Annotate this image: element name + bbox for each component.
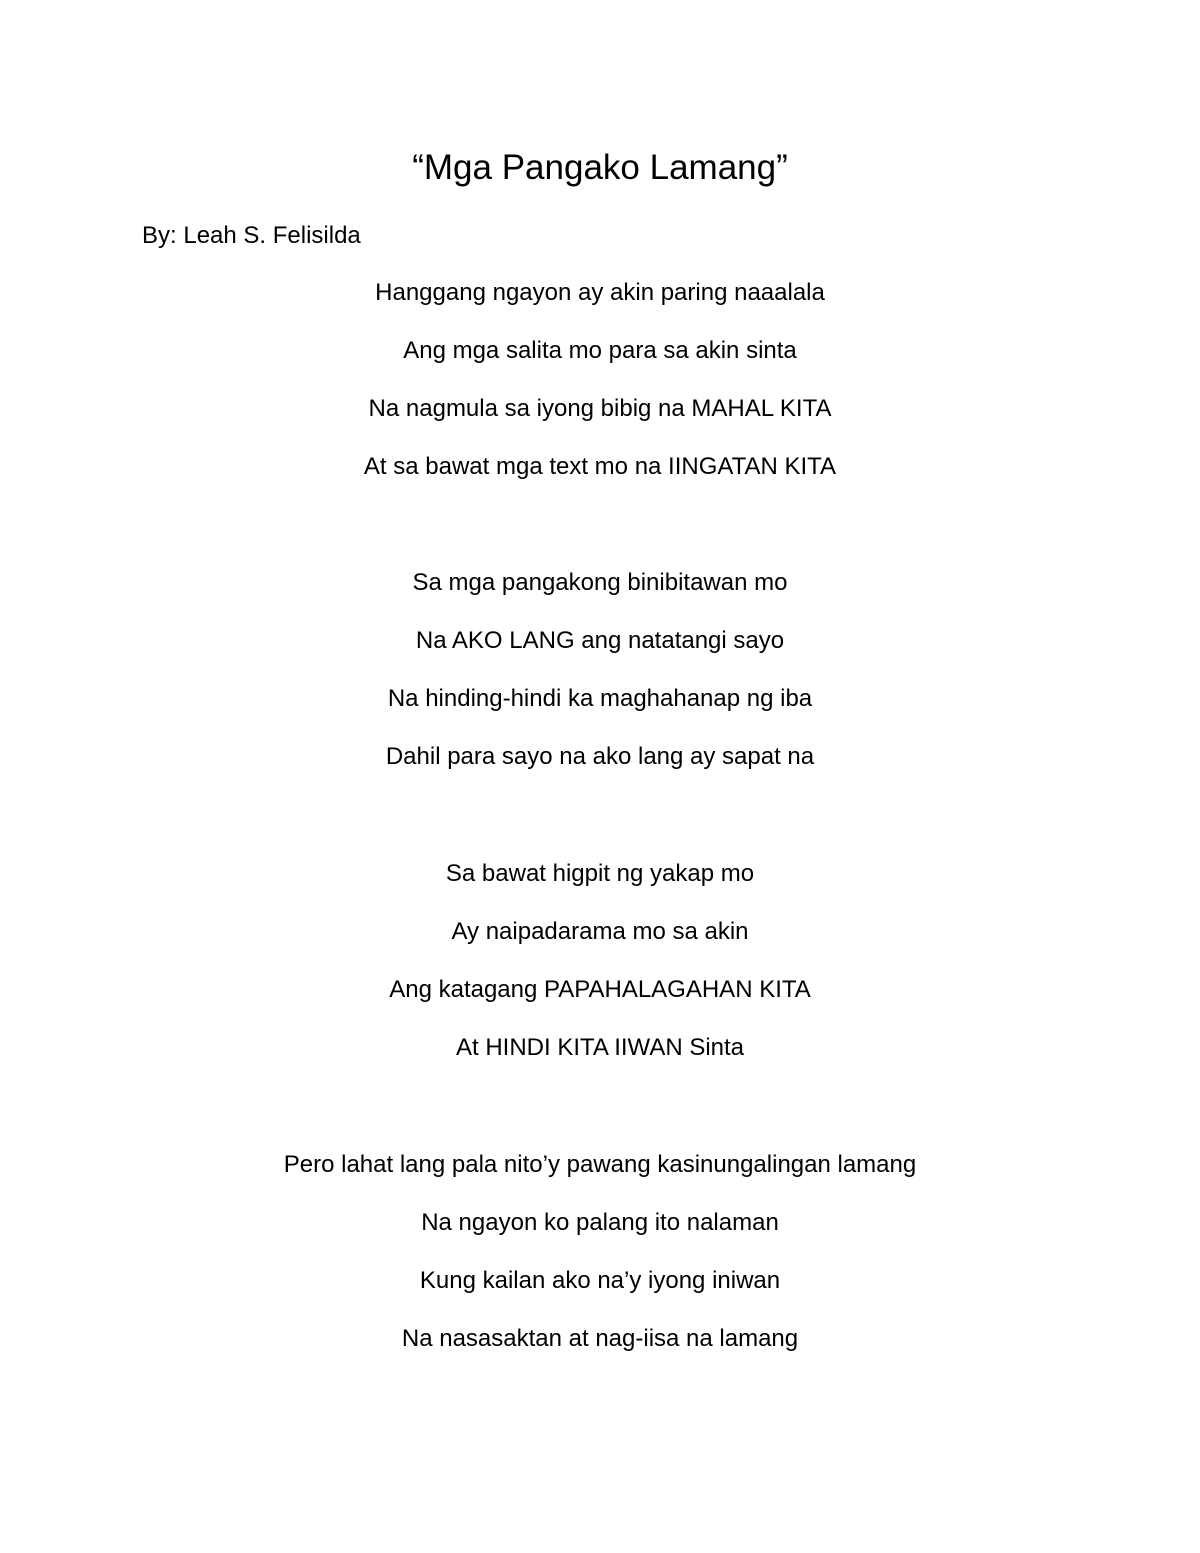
poem-author: By: Leah S. Felisilda (142, 222, 361, 249)
poem-line: Sa bawat higpit ng yakap mo (445, 860, 755, 887)
stanza-1 (0, 276, 1200, 508)
poem-line: Ay naipadarama mo sa akin (451, 918, 749, 945)
poem-line: Na ngayon ko palang ito nalaman (421, 1209, 779, 1236)
poem-line: At HINDI KITA IIWAN Sinta (455, 1034, 745, 1061)
stanza-3 (0, 857, 1200, 1089)
poem-line: Ang mga salita mo para sa akin sinta (403, 337, 797, 364)
poem-line: Hanggang ngayon ay akin paring naaalala (375, 279, 825, 306)
poem-line: Na AKO LANG ang natatangi sayo (415, 627, 785, 654)
poem-line: Na nagmula sa iyong bibig na MAHAL KITA (368, 395, 832, 422)
poem-line: Pero lahat lang pala nito’y pawang kasinungalingan lamang (283, 1151, 917, 1178)
poem-line: Na nasasaktan at nag-iisa na lamang (401, 1325, 799, 1352)
poem-line: Kung kailan ako na’y iyong iniwan (419, 1267, 781, 1294)
poem-line: Sa mga pangakong binibitawan mo (412, 569, 788, 596)
poem-title: “Mga Pangako Lamang” (412, 148, 788, 187)
stanza-4 (0, 1148, 1200, 1380)
stanza-2 (0, 566, 1200, 798)
poem-line: Na hinding-hindi ka maghahanap ng iba (387, 685, 813, 712)
poem-line: At sa bawat mga text mo na IINGATAN KITA (363, 453, 837, 480)
poem-line: Ang katagang PAPAHALAGAHAN KITA (389, 976, 811, 1003)
poem-line: Dahil para sayo na ako lang ay sapat na (385, 743, 815, 770)
